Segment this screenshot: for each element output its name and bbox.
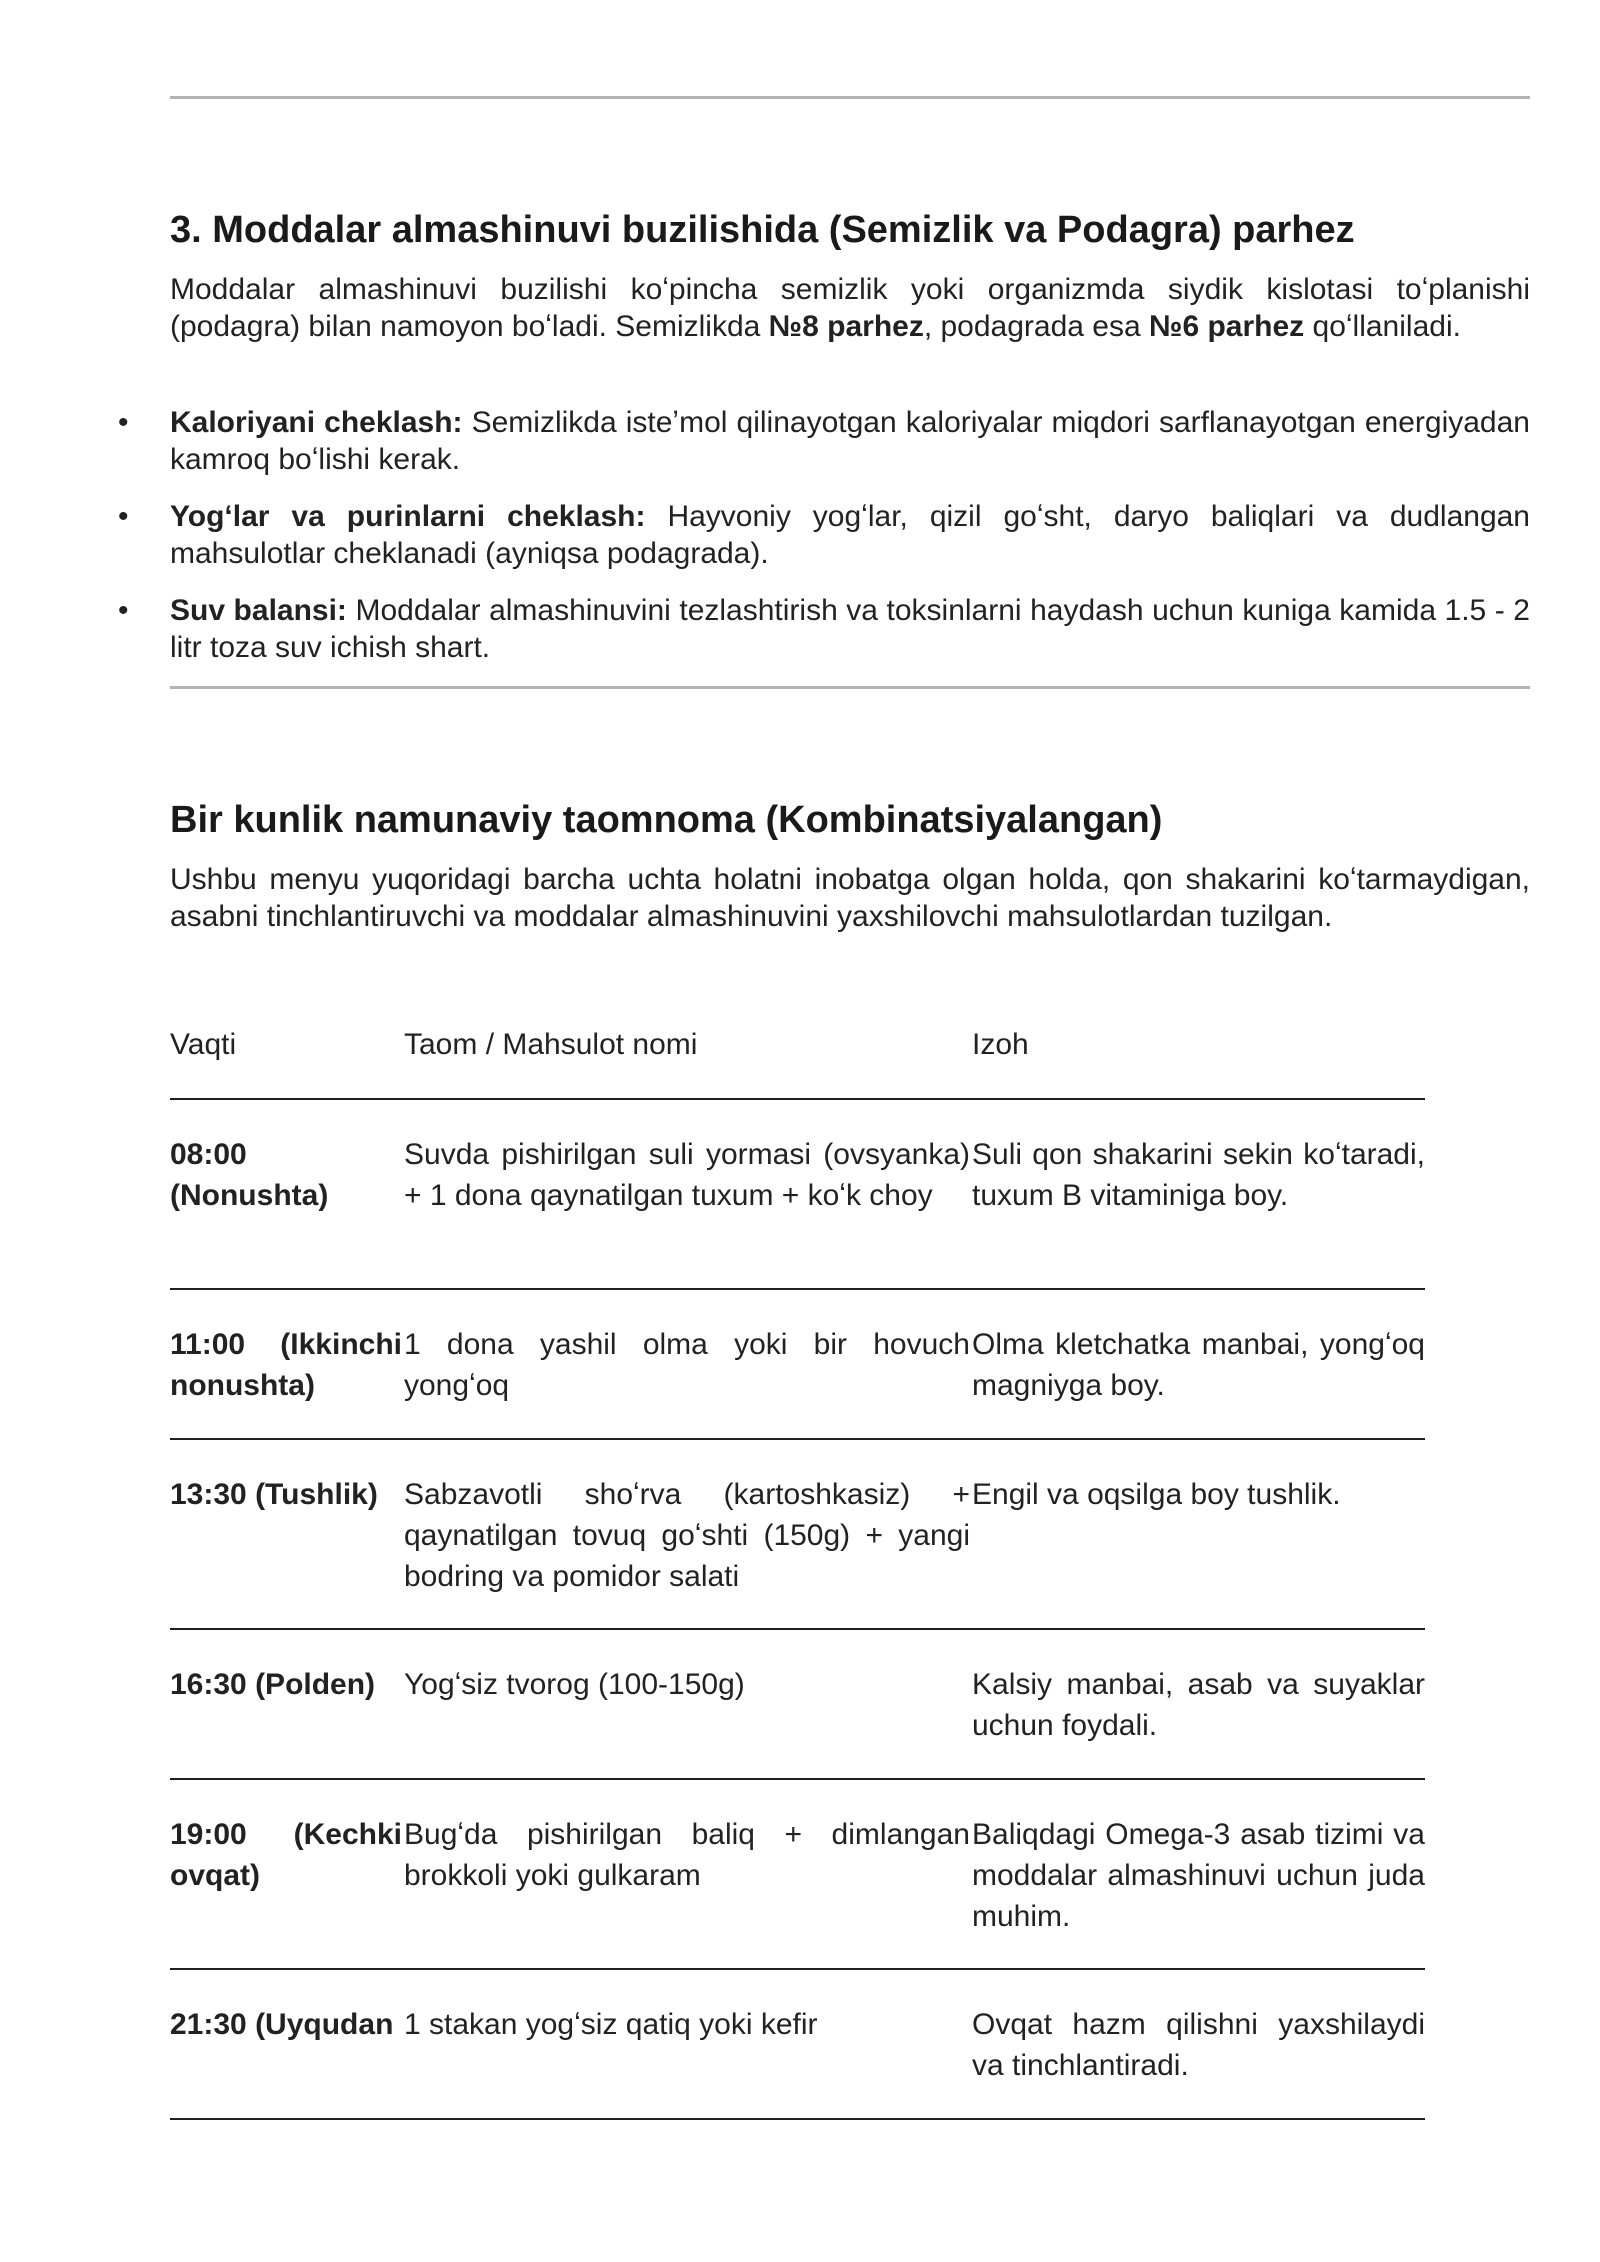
bullet-label: Suv balansi: xyxy=(170,594,347,627)
table-row xyxy=(170,1290,1425,1438)
cell-time: 19:00 (Kechki ovqat) xyxy=(170,1818,402,1892)
bullet-icon: • xyxy=(118,406,129,439)
bullet-text: Moddalar almashinuvini tezlashtirish va toksinlarni haydash uchun kuniga kamida 1.5 - 2 litr toza suv ichish shart. xyxy=(170,594,1530,664)
cell-note: Olma kletchatka manbai, yongʻoq magniyga boy. xyxy=(972,1328,1425,1402)
bullet-item xyxy=(118,498,1530,572)
cell-food: 1 stakan yogʻsiz qatiq yoki kefir xyxy=(404,2008,818,2041)
bullet-text: Semizlikda isteʼmol qilinayotgan kaloriyalar miqdori sarflanayotgan energiyadan kamroq boʻlishi kerak. xyxy=(170,406,1530,476)
bullet-icon: • xyxy=(118,500,129,533)
bullet-item xyxy=(118,404,1530,478)
bullet-label: Yogʻlar va purinlarni cheklash: xyxy=(170,500,646,533)
cell-note: Suli qon shakarini sekin koʻtaradi, tuxum B vitaminiga boy. xyxy=(972,1138,1425,1212)
table-row xyxy=(170,1970,1425,2118)
section-intro-menu: Ushbu menyu yuqoridagi barcha uchta holatni inobatga olgan holda, qon shakarini koʻtarmaydigan, asabni tinchlantiruvchi va moddalar almashinuvini yaxshilovchi mahsulotlardan tuzilgan. xyxy=(170,863,1530,933)
bullet-text: Hayvoniy yogʻlar, qizil goʻsht, daryo baliqlari va dudlangan mahsulotlar cheklanadi (ayniqsa podagrada). xyxy=(170,500,1530,570)
top-divider xyxy=(170,96,1530,99)
section-intro-metabolism xyxy=(170,271,1530,345)
header-note: Izoh xyxy=(972,1028,1029,1061)
header-time: Vaqti xyxy=(170,1028,237,1061)
header-food: Taom / Mahsulot nomi xyxy=(404,1028,698,1061)
section-divider xyxy=(170,686,1530,689)
table-row xyxy=(170,1630,1425,1778)
intro-text: Moddalar almashinuvi buzilishi koʻpincha semizlik yoki organizmda siydik kislotasi toʻplanishi (podagra) bilan namoyon boʻladi. Semizlikda xyxy=(170,273,1530,343)
cell-food: Suvda pishirilgan suli yormasi (ovsyanka) + 1 dona qaynatilgan tuxum + koʻk choy xyxy=(404,1138,970,1212)
cell-note: Ovqat hazm qilishni yaxshilaydi va tinchlantiradi. xyxy=(972,2008,1425,2082)
section-title-metabolism: 3. Moddalar almashinuvi buzilishida (Semizlik va Podagra) parhez xyxy=(170,209,1355,251)
cell-food: Yogʻsiz tvorog (100-150g) xyxy=(404,1668,745,1701)
table-divider xyxy=(170,2118,1425,2120)
cell-note: Engil va oqsilga boy tushlik. xyxy=(972,1478,1341,1511)
table-row xyxy=(170,1780,1425,1968)
cell-food: 1 dona yashil olma yoki bir hovuch yongʻoq xyxy=(404,1328,970,1402)
cell-time: 21:30 (Uyqudan xyxy=(170,2008,394,2041)
bullet-icon: • xyxy=(118,594,129,627)
cell-time: 16:30 (Polden) xyxy=(170,1668,376,1701)
diet-6-label: №6 parhez xyxy=(1149,310,1305,343)
cell-time: 11:00 (Ikkinchi nonushta) xyxy=(170,1328,402,1402)
intro-text: , podagrada esa xyxy=(923,310,1150,343)
table-header xyxy=(170,1020,1425,1098)
table-row xyxy=(170,1440,1425,1628)
cell-time: 13:30 (Tushlik) xyxy=(170,1478,378,1511)
cell-time: 08:00 (Nonushta) xyxy=(170,1138,329,1212)
cell-note: Baliqdagi Omega-3 asab tizimi va moddalar almashinuvi uchun juda muhim. xyxy=(972,1818,1425,1933)
cell-food: Sabzavotli shoʻrva (kartoshkasiz) + qaynatilgan tovuq goʻshti (150g) + yangi bodring va pomidor salati xyxy=(404,1478,970,1593)
bullet-item xyxy=(118,592,1530,666)
table-row xyxy=(170,1100,1425,1288)
cell-food: Bugʻda pishirilgan baliq + dimlangan brokkoli yoki gulkaram xyxy=(404,1818,970,1892)
intro-text: qoʻllaniladi. xyxy=(1304,310,1461,343)
menu-table xyxy=(170,1020,1425,2120)
cell-note: Kalsiy manbai, asab va suyaklar uchun foydali. xyxy=(972,1668,1425,1742)
bullet-label: Kaloriyani cheklash: xyxy=(170,406,463,439)
diet-8-label: №8 parhez xyxy=(768,310,924,343)
section-title-menu: Bir kunlik namunaviy taomnoma (Kombinatsiyalangan) xyxy=(170,799,1163,841)
